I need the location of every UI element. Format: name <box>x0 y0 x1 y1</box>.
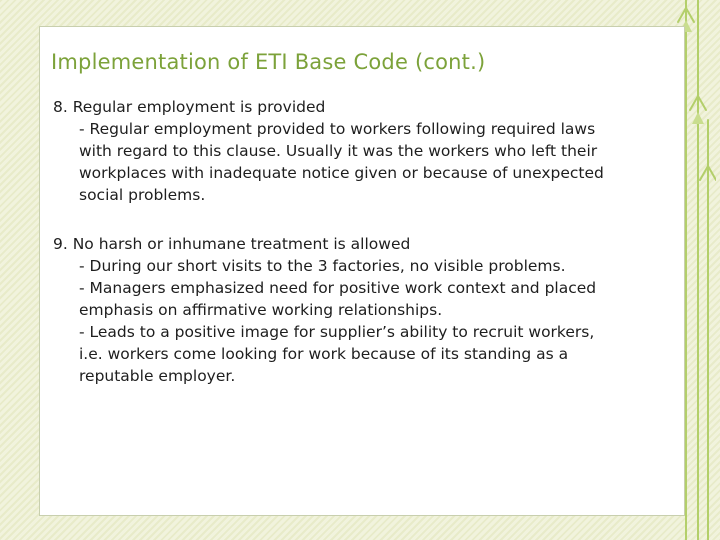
item-detail: - Regular employment provided to workers following required laws with regard to this clause. Usually it was the workers who left their workplaces with inadequate notice given or because of unexpected social problems. <box>79 120 604 204</box>
item-detail: - Managers emphasized need for positive work context and placed emphasis on affirmative working relationships. <box>79 279 597 319</box>
item-detail: - During our short visits to the 3 factories, no visible problems. <box>79 257 566 275</box>
item-heading: 9. No harsh or inhumane treatment is allowed <box>53 235 411 253</box>
item-heading: 8. Regular employment is provided <box>53 98 326 116</box>
slide-title: Implementation of ETI Base Code (cont.) <box>51 50 486 74</box>
slide-body <box>53 96 613 414</box>
list-item <box>53 96 613 206</box>
item-detail: - Leads to a positive image for supplier’s ability to recruit workers, i.e. workers come looking for work because of its standing as a reputable employer. <box>79 323 595 385</box>
list-item <box>53 233 613 387</box>
